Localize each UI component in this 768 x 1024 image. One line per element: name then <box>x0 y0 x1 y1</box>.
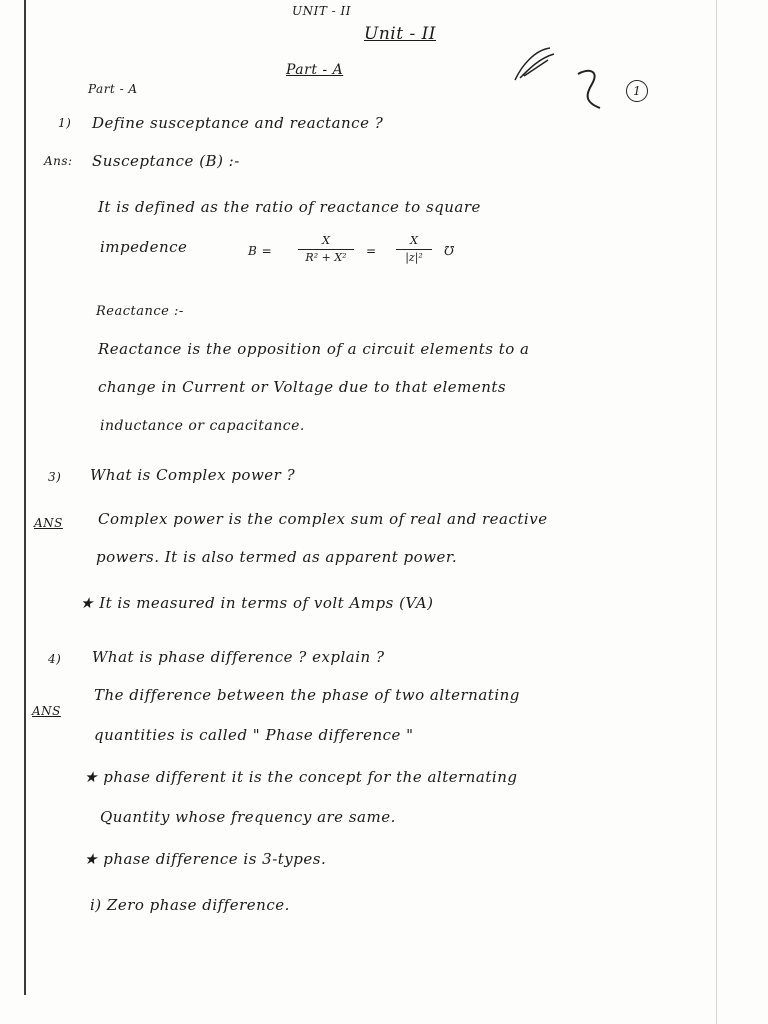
q4-item1: i) Zero phase difference. <box>90 896 290 914</box>
fraction-1 <box>298 234 354 265</box>
margin-line <box>24 0 26 995</box>
reactance-line1: Reactance is the opposition of a circuit elements to a <box>98 340 530 358</box>
fraction-1-denominator: R² + X² <box>305 251 347 264</box>
q3-number: 3) <box>48 470 62 484</box>
q4-line1: The difference between the phase of two alternating <box>94 686 520 704</box>
q4-bullet1-a: ★ phase different it is the concept for the alternating <box>84 768 518 786</box>
q1-number: 1) <box>58 116 72 130</box>
reactance-line3: inductance or capacitance. <box>100 418 305 434</box>
fraction-2-denominator: |z|² <box>405 251 423 264</box>
q1-line2: impedence <box>100 238 188 256</box>
q3-ans-label: ANS <box>34 516 63 530</box>
q4-number: 4) <box>48 652 62 666</box>
q4-question: What is phase difference ? explain ? <box>92 648 385 666</box>
reactance-heading: Reactance :- <box>96 304 184 319</box>
formula-unit: ℧ <box>444 244 455 258</box>
q4-bullet2: ★ phase difference is 3-types. <box>84 850 327 868</box>
q3-line2: powers. It is also termed as apparent power. <box>96 548 458 566</box>
fraction-1-numerator: X <box>322 234 330 247</box>
q3-question: What is Complex power ? <box>90 466 296 484</box>
fraction-2-numerator: X <box>410 234 418 247</box>
fraction-1-bar <box>298 249 354 250</box>
right-margin-line <box>716 0 717 1024</box>
part-label: Part - A <box>88 82 138 96</box>
q3-line1: Complex power is the complex sum of real and reactive <box>98 510 548 528</box>
q3-bullet: ★ It is measured in terms of volt Amps (VA) <box>80 594 434 612</box>
susceptance-heading: Susceptance (B) :- <box>92 152 240 170</box>
page-number-circle: 1 <box>626 80 648 102</box>
fraction-2 <box>396 234 432 265</box>
q1-line1: It is defined as the ratio of reactance to square <box>98 198 481 216</box>
q4-ans-label: ANS <box>32 704 61 718</box>
part-title: Part - A <box>286 62 344 78</box>
top-unit-label: UNIT - II <box>292 4 352 18</box>
q1-question: Define susceptance and reactance ? <box>92 114 384 132</box>
unit-title: Unit - II <box>364 24 437 44</box>
fraction-2-bar <box>396 249 432 250</box>
q4-bullet1-b: Quantity whose frequency are same. <box>100 808 396 826</box>
q4-line2: quantities is called " Phase difference " <box>94 726 414 744</box>
q1-ans-label: Ans: <box>44 154 73 168</box>
formula-equals: = <box>366 244 377 258</box>
tick-mark <box>570 62 610 112</box>
formula-lhs: B = <box>248 244 273 258</box>
reactance-line2: change in Current or Voltage due to that elements <box>98 378 507 396</box>
signature-mark <box>510 40 560 90</box>
